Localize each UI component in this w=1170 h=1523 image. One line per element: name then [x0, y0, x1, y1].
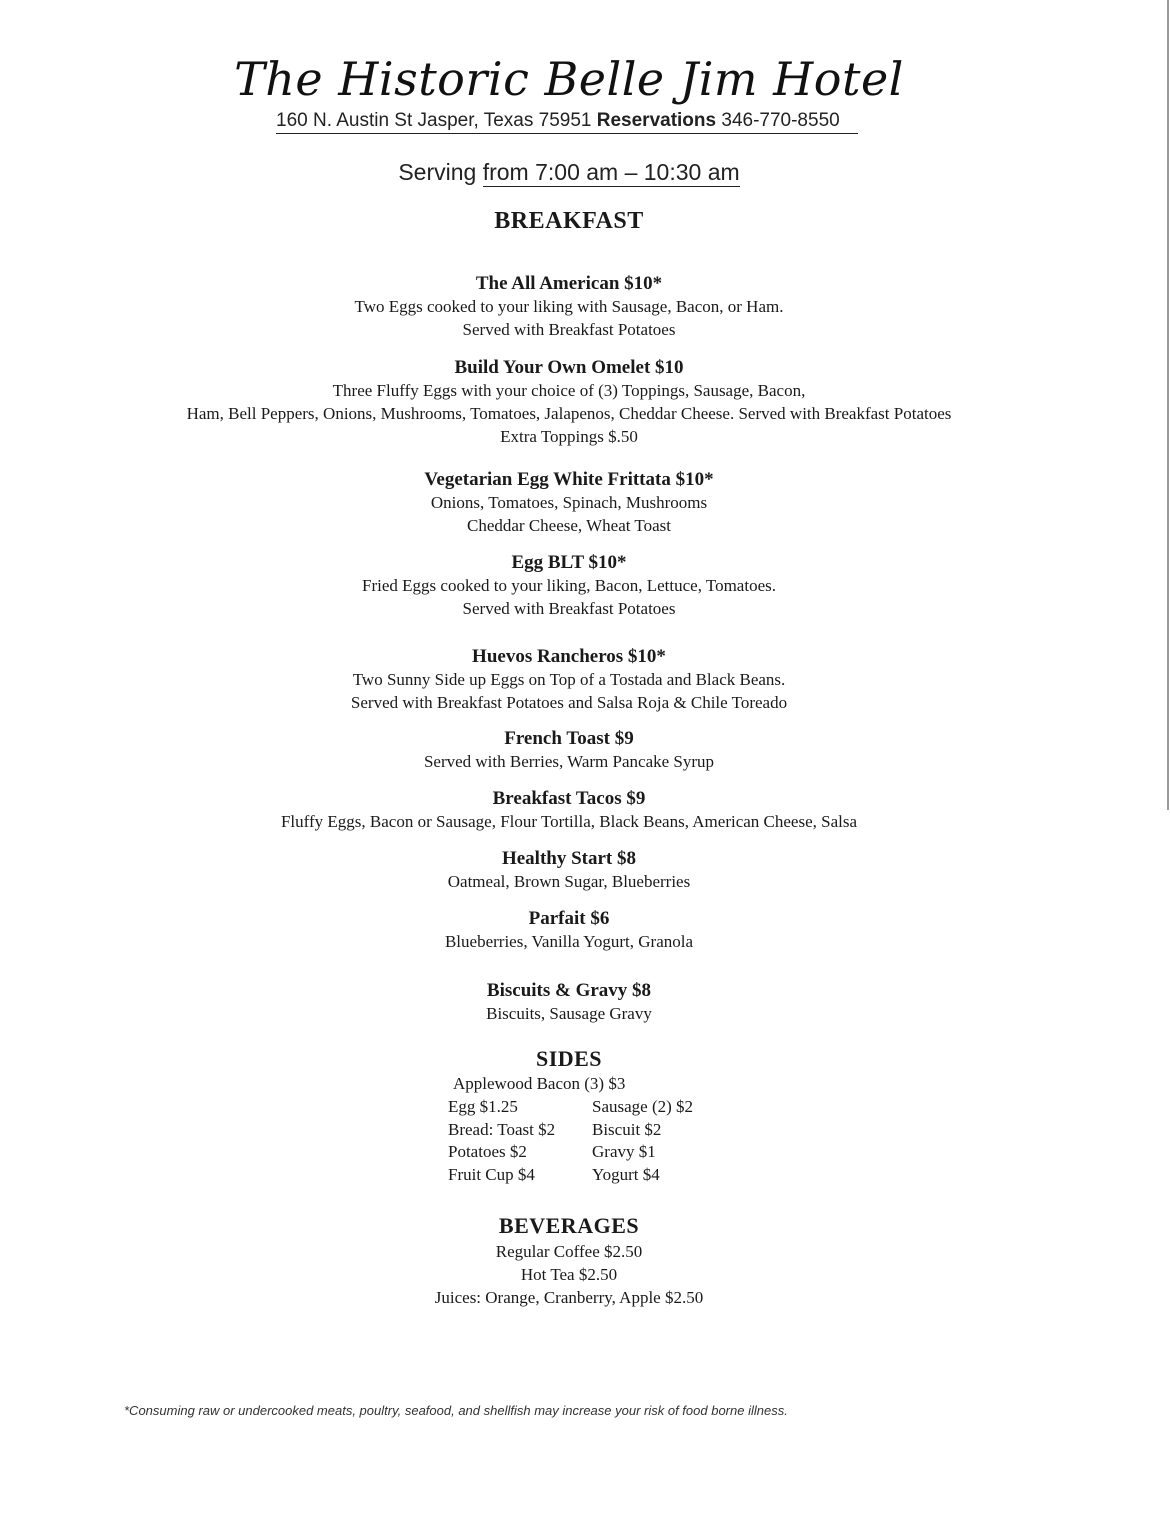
breakfast-heading: BREAKFAST — [494, 208, 644, 234]
beverages-list — [0, 1240, 1138, 1309]
item-name: Huevos Rancheros $10* — [472, 646, 666, 667]
sides-heading: SIDES — [535, 1046, 603, 1071]
item-desc: Two Eggs cooked to your liking with Sausage, Bacon, or Ham. — [354, 297, 784, 316]
serving-hours — [0, 159, 1138, 186]
beverage-item: Juices: Orange, Cranberry, Apple $2.50 — [434, 1288, 704, 1307]
menu-item — [0, 907, 1138, 953]
menu-item — [0, 468, 1138, 537]
reservations-label: Reservations — [596, 110, 717, 131]
item-name: Egg BLT $10* — [511, 552, 627, 573]
scan-edge-line — [1167, 0, 1169, 810]
item-desc: Extra Toppings $.50 — [500, 427, 638, 446]
food-safety-disclaimer: *Consuming raw or undercooked meats, poultry, seafood, and shellfish may increase your risk of food borne illness. — [124, 1403, 788, 1418]
beverage-item: Regular Coffee $2.50 — [495, 1242, 643, 1261]
side-item: Sausage (2) $2 — [592, 1097, 694, 1116]
menu-item — [0, 979, 1138, 1025]
menu-item — [0, 727, 1138, 773]
address-line — [276, 110, 858, 134]
item-desc: Onions, Tomatoes, Spinach, Mushrooms — [430, 493, 708, 512]
item-desc: Cheddar Cheese, Wheat Toast — [466, 516, 671, 535]
hotel-title: The Historic Belle Jim Hotel — [234, 52, 904, 106]
item-name: Parfait $6 — [528, 908, 610, 929]
beverage-item: Hot Tea $2.50 — [520, 1265, 618, 1284]
item-name: Breakfast Tacos $9 — [492, 788, 646, 809]
item-desc: Three Fluffy Eggs with your choice of (3) Toppings, Sausage, Bacon, — [332, 381, 806, 400]
side-item: Biscuit $2 — [592, 1119, 662, 1139]
item-name: Build Your Own Omelet $10 — [454, 357, 684, 378]
menu-item — [0, 272, 1138, 341]
side-item: Yogurt $4 — [592, 1164, 660, 1184]
item-desc: Biscuits, Sausage Gravy — [486, 1004, 652, 1023]
side-item: Fruit Cup $4 — [448, 1164, 535, 1184]
sides-right-column — [592, 1096, 693, 1186]
beverages-heading: BEVERAGES — [498, 1213, 640, 1238]
item-desc: Served with Breakfast Potatoes and Salsa Roja & Chile Toreado — [350, 693, 788, 712]
menu-item — [0, 356, 1138, 448]
phone-number: 346-770-8550 — [721, 110, 840, 131]
item-name: The All American $10* — [475, 273, 663, 294]
item-name: Vegetarian Egg White Frittata $10* — [424, 469, 714, 490]
item-desc: Fluffy Eggs, Bacon or Sausage, Flour Tortilla, Black Beans, American Cheese, Salsa — [280, 812, 858, 831]
side-item: Bread: Toast $2 — [448, 1119, 556, 1139]
item-desc: Ham, Bell Peppers, Onions, Mushrooms, Tomatoes, Jalapenos, Cheddar Cheese. Served with Breakfast Potatoes — [186, 404, 952, 423]
item-desc: Oatmeal, Brown Sugar, Blueberries — [447, 872, 691, 891]
menu-item — [0, 551, 1138, 620]
address: 160 N. Austin St Jasper, Texas 75951 — [276, 110, 592, 131]
item-desc: Served with Breakfast Potatoes — [462, 320, 676, 339]
sides-left-column — [448, 1096, 555, 1186]
item-desc: Served with Breakfast Potatoes — [462, 599, 676, 618]
item-desc: Blueberries, Vanilla Yogurt, Granola — [444, 932, 694, 951]
hours-text: from 7:00 am – 10:30 am — [482, 159, 740, 185]
menu-item — [0, 787, 1138, 833]
item-name: French Toast $9 — [504, 728, 634, 749]
item-desc: Two Sunny Side up Eggs on Top of a Tostada and Black Beans. — [352, 670, 786, 689]
side-item: Egg $1.25 — [448, 1097, 518, 1116]
serving-label: Serving — [398, 159, 477, 185]
sides-top-item: Applewood Bacon (3) $3 — [453, 1074, 626, 1093]
item-name: Biscuits & Gravy $8 — [486, 980, 652, 1001]
item-desc: Fried Eggs cooked to your liking, Bacon, Lettuce, Tomatoes. — [362, 576, 776, 595]
side-item: Potatoes $2 — [448, 1142, 527, 1161]
side-item: Gravy $1 — [592, 1142, 656, 1161]
item-desc: Served with Berries, Warm Pancake Syrup — [423, 752, 715, 771]
menu-item — [0, 847, 1138, 893]
menu-item — [0, 645, 1138, 714]
item-name: Healthy Start $8 — [501, 848, 637, 869]
